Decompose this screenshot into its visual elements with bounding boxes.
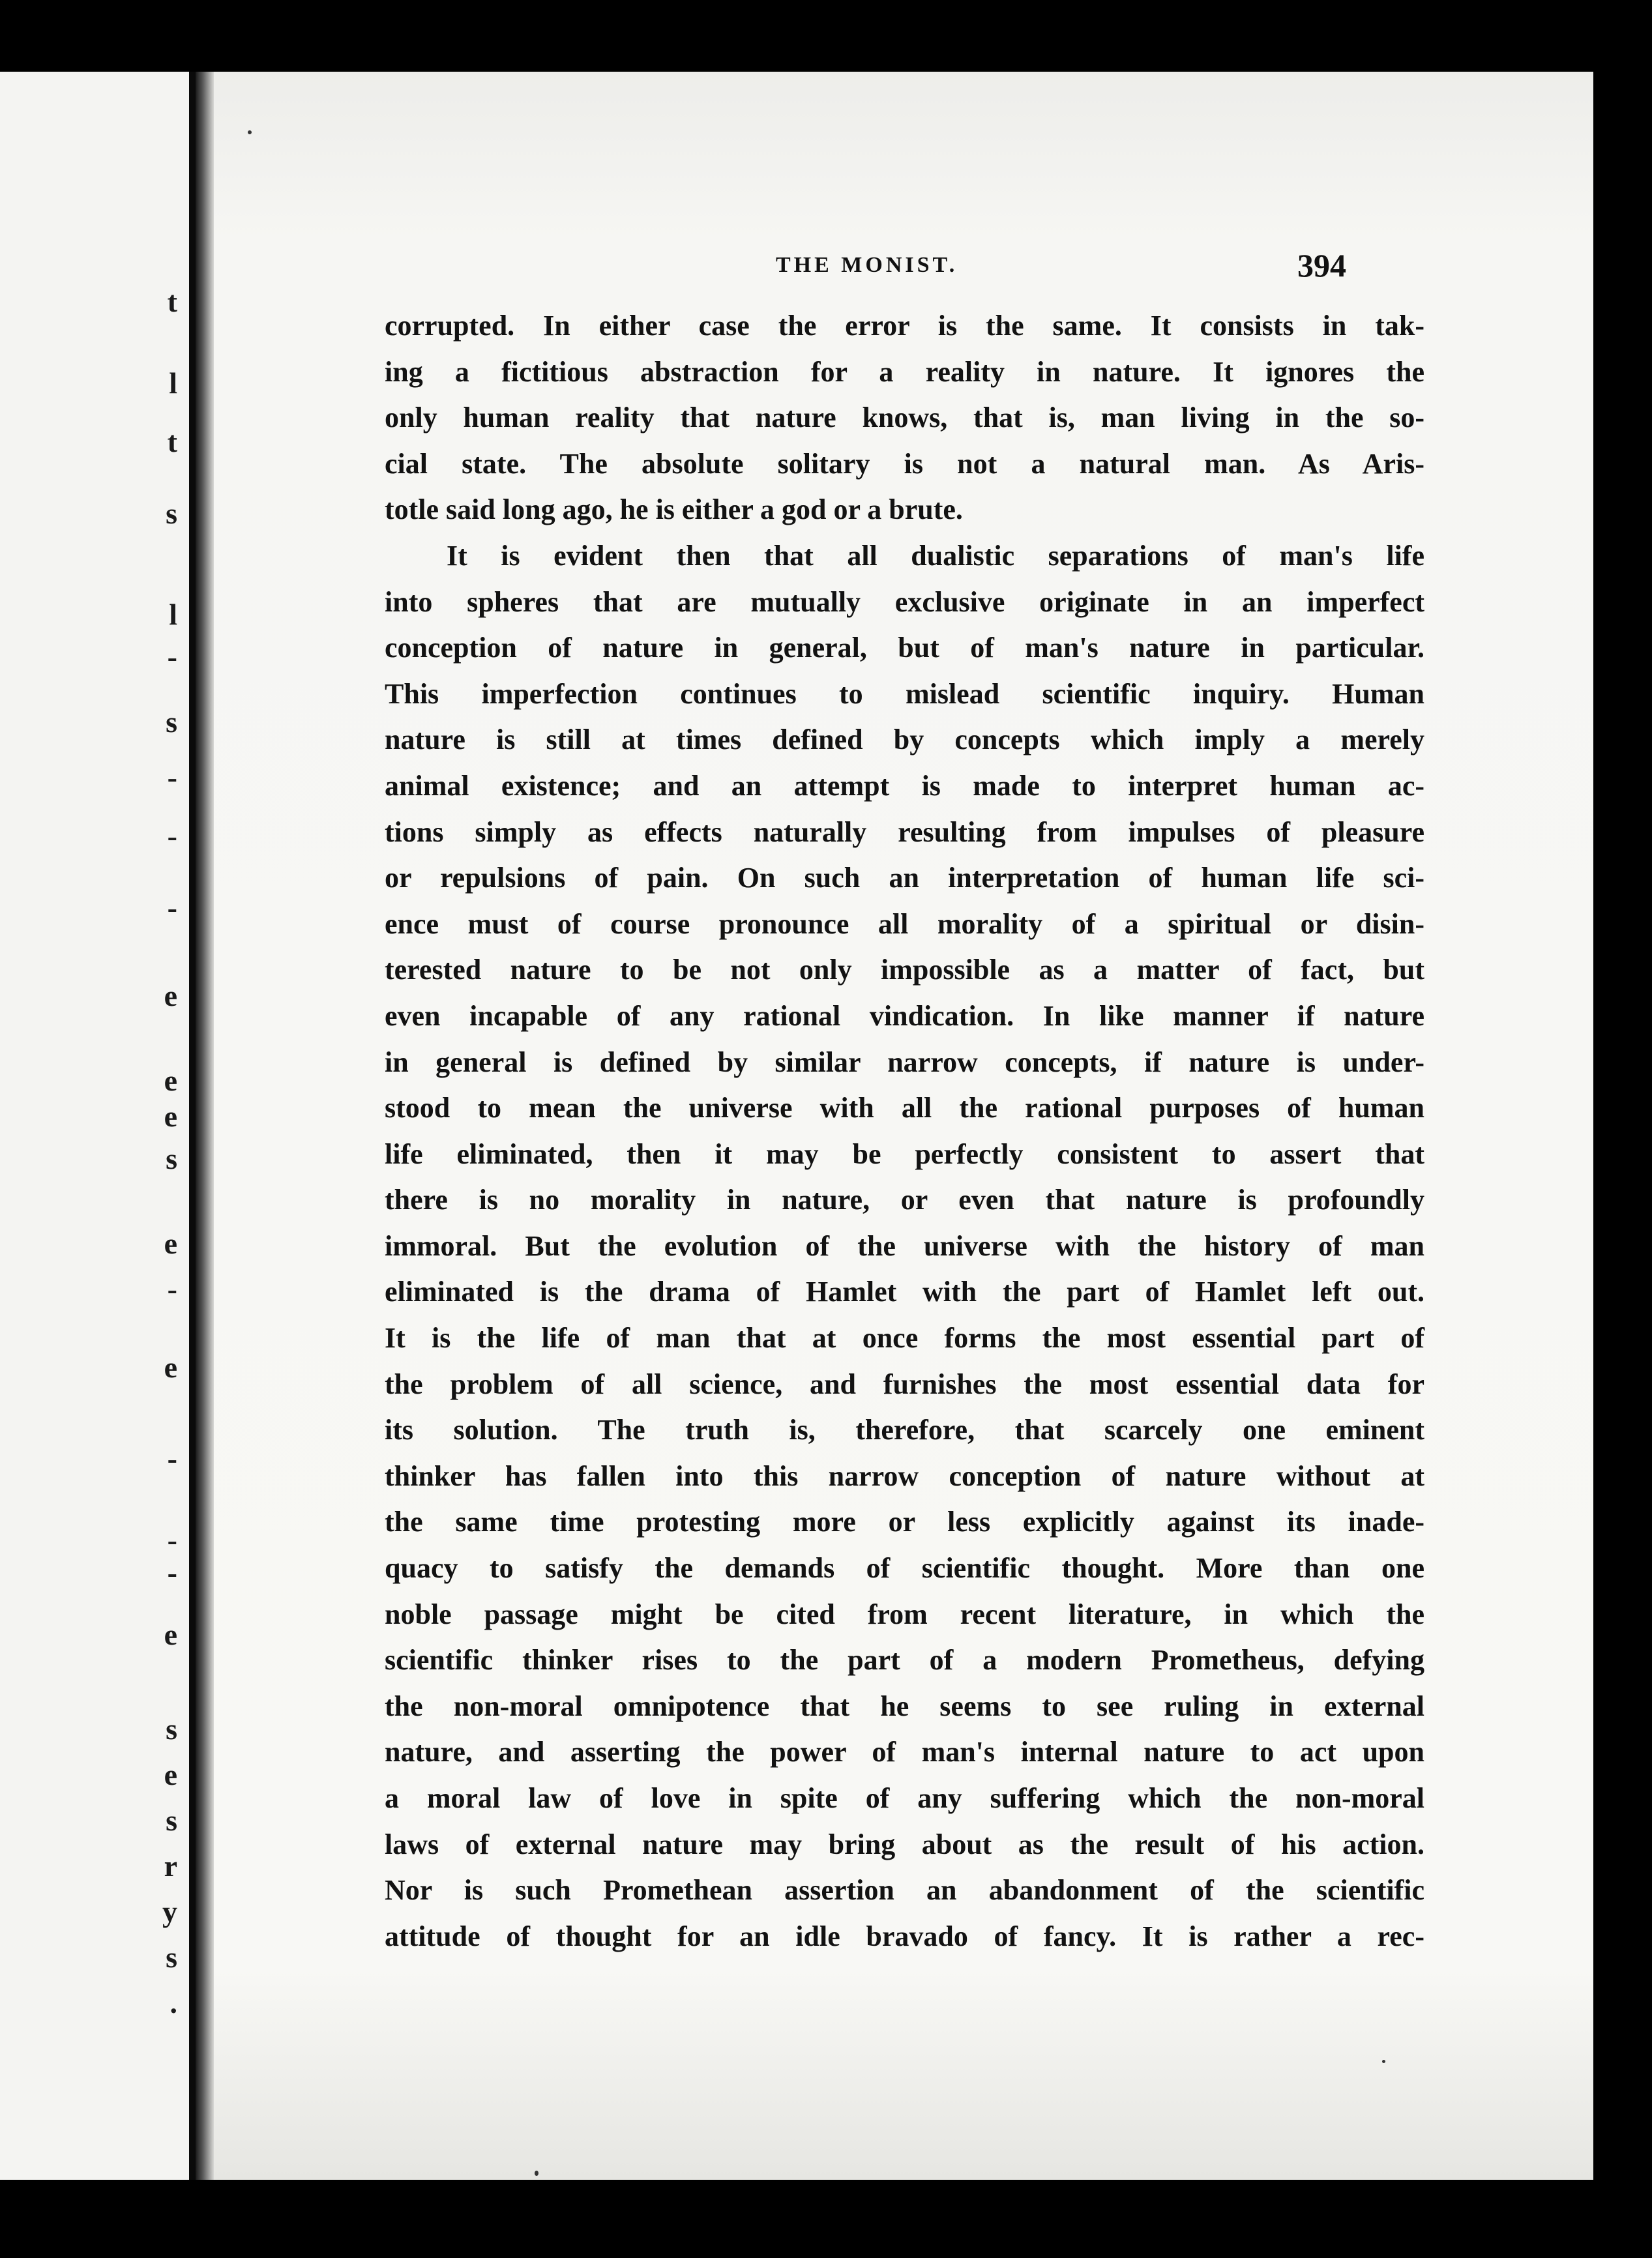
facing-page-fragment: e (164, 1618, 177, 1651)
text-line: or repulsions of pain. On such an interpretation of human life sci- (385, 862, 1424, 894)
facing-page-fragment: e (164, 979, 177, 1012)
page-gutter-shadow (196, 72, 214, 2180)
facing-page-fragment: e (164, 1351, 177, 1384)
scan-speck (1382, 2060, 1385, 2063)
text-line: scientific thinker rises to the part of a modern Prometheus, defying (385, 1644, 1424, 1677)
facing-page-fragment: s (166, 1804, 177, 1837)
facing-page-fragment: l (169, 366, 177, 400)
text-line: thinker has fallen into this narrow conception of nature without at (385, 1459, 1424, 1492)
text-line: cial state. The absolute solitary is not a natural man. As Aris- (385, 447, 1424, 480)
facing-page-fragment: - (167, 891, 177, 924)
text-line: ence must of course pronounce all morality of a spiritual or disin- (385, 907, 1424, 940)
text-line: attitude of thought for an idle bravado of fancy. It is rather a rec- (385, 1920, 1424, 1952)
text-line: corrupted. In either case the error is the same. It consists in tak- (385, 310, 1424, 342)
scan-speck (248, 130, 252, 134)
text-line: This imperfection continues to mislead scientific inquiry. Human (385, 677, 1424, 710)
facing-page-fragment: - (167, 1556, 177, 1589)
text-line: even incapable of any rational vindication. In like manner if nature (385, 999, 1424, 1032)
facing-page-fragment: l (169, 598, 177, 631)
facing-page-fragment: - (167, 1442, 177, 1475)
text-line: It is the life of man that at once forms the most essential part of (385, 1322, 1424, 1355)
running-head (196, 246, 1593, 286)
facing-page-fragment: t (167, 285, 177, 318)
text-line: conception of nature in general, but of man's nature in particular. (385, 632, 1424, 664)
facing-page-fragment: s (166, 1941, 177, 1974)
text-line: quacy to satisfy the demands of scientific thought. More than one (385, 1552, 1424, 1585)
facing-page-fragment: - (167, 1272, 177, 1306)
page-number: 394 (1297, 247, 1346, 284)
facing-page-fragment: e (164, 1064, 177, 1097)
text-line: nature, and asserting the power of man's internal nature to act upon (385, 1736, 1424, 1768)
body-text (385, 303, 1424, 1959)
text-line: immoral. But the evolution of the universe with the history of man (385, 1229, 1424, 1262)
text-line: the problem of all science, and furnishes the most essential data for (385, 1368, 1424, 1400)
facing-page-fragment: - (167, 819, 177, 853)
text-line: only human reality that nature knows, that is, man living in the so- (385, 402, 1424, 434)
text-line: laws of external nature may bring about as the result of his action. (385, 1828, 1424, 1860)
scan-border-bottom (0, 2180, 1652, 2258)
text-line: animal existence; and an attempt is made to interpret human ac- (385, 769, 1424, 802)
facing-page-fragment: s (166, 705, 177, 739)
facing-page-fragment: s (166, 1712, 177, 1746)
text-line: tions simply as effects naturally resulting from impulses of pleasure (385, 815, 1424, 848)
text-line: terested nature to be not only impossible as a matter of fact, but (385, 954, 1424, 986)
text-line: its solution. The truth is, therefore, that scarcely one eminent (385, 1414, 1424, 1446)
text-line: noble passage might be cited from recent literature, in which the (385, 1598, 1424, 1630)
text-line: ing a fictitious abstraction for a reality in nature. It ignores the (385, 355, 1424, 388)
text-line: the same time protesting more or less explicitly against its inade- (385, 1506, 1424, 1538)
text-line: a moral law of love in spite of any suffering which the non-moral (385, 1782, 1424, 1814)
text-line: eliminated is the drama of Hamlet with the part of Hamlet left out. (385, 1276, 1424, 1308)
text-line: into spheres that are mutually exclusive originate in an imperfect (385, 585, 1424, 618)
facing-page-edge (0, 72, 196, 2180)
scan-border-right (1593, 0, 1652, 2258)
scan-border-top (0, 0, 1652, 72)
facing-page-fragment: - (167, 640, 177, 673)
text-line: life eliminated, then it may be perfectly consistent to assert that (385, 1137, 1424, 1170)
facing-page-fragment: e (164, 1758, 177, 1791)
text-line: nature is still at times defined by concepts which imply a merely (385, 724, 1424, 756)
text-line: Nor is such Promethean assertion an abandonment of the scientific (385, 1874, 1424, 1907)
facing-page-fragment: e (164, 1100, 177, 1133)
facing-page-fragment: r (164, 1849, 177, 1883)
facing-page-fragment: t (167, 425, 177, 458)
facing-page-fragment: - (167, 1523, 177, 1557)
facing-page-fragment: . (170, 1986, 177, 2019)
running-title: THE MONIST. (776, 253, 958, 277)
facing-page-fragment: y (162, 1895, 177, 1928)
text-line: there is no morality in nature, or even that nature is profoundly (385, 1184, 1424, 1216)
book-page (196, 72, 1593, 2180)
text-line: It is evident then that all dualistic separations of man's life (447, 539, 1424, 572)
facing-page-fragment: s (166, 1142, 177, 1175)
text-line: stood to mean the universe with all the rational purposes of human (385, 1092, 1424, 1124)
text-line: the non-moral omnipotence that he seems to see ruling in external (385, 1690, 1424, 1722)
text-line: totle said long ago, he is either a god or a brute. (385, 493, 963, 526)
text-line: in general is defined by similar narrow concepts, if nature is under- (385, 1046, 1424, 1078)
facing-page-fragment: e (164, 1227, 177, 1260)
scan-speck (535, 2171, 538, 2176)
facing-page-fragment: s (166, 497, 177, 530)
facing-page-fragment: - (167, 761, 177, 794)
